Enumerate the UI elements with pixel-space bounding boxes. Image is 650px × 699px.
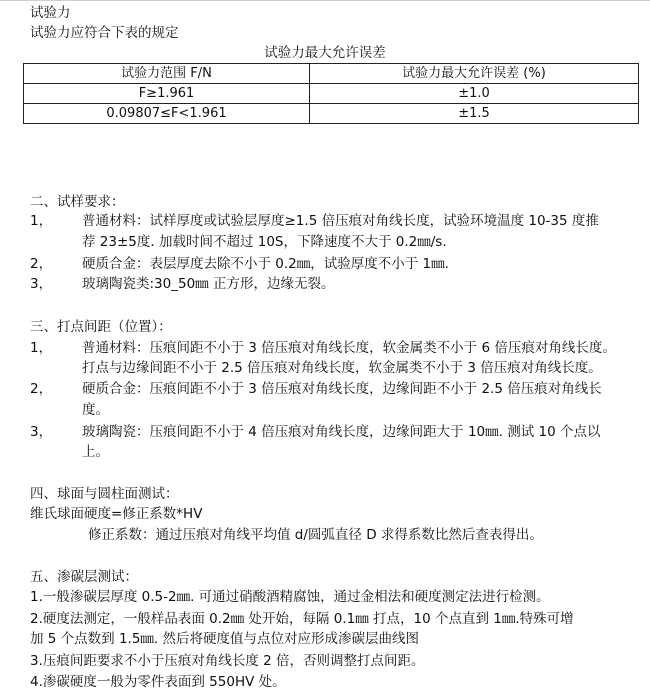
list-item-text: 度。 <box>82 402 109 418</box>
table-header-cell: 试验力最大允许误差 (%) <box>310 64 639 84</box>
table-row <box>24 84 639 104</box>
list-item-text: 加 5 个点数到 1.5㎜. 然后将硬度值与点位对应形成渗碳层曲线图 <box>30 631 420 647</box>
table-header-row <box>24 64 639 84</box>
list-item-text: 普通材料：压痕间距不小于 3 倍压痕对角线长度，软金属类不小于 6 倍压痕对角线长度。 <box>82 340 616 356</box>
list-number: 1， <box>30 213 53 229</box>
top-rule <box>0 0 650 1</box>
list-item-text: 硬质合金：压痕间距不小于 3 倍压痕对角线长度，边缘间距不小于 2.5 倍压痕对角线长 <box>82 381 602 397</box>
list-number: 1， <box>30 340 53 356</box>
list-item-text: 玻璃陶瓷：压痕间距不小于 4 倍压痕对角线长度，边缘间距大于 10㎜. 测试 10 个点以 <box>82 424 601 440</box>
correction-factor-line: 修正系数：通过压痕对角线平均值 d/圆弧直径 D 求得系数比然后查表得出。 <box>88 527 543 543</box>
list-number: 2， <box>30 256 53 272</box>
list-item-text: 打点与边缘间距不小于 2.5 倍压痕对角线长度，软金属类不小于 3 倍压痕对角线长度。 <box>82 360 602 376</box>
list-number: 3， <box>30 276 53 292</box>
table-cell: ±1.0 <box>310 84 639 104</box>
list-item-text: 2.硬度法测定，一般样品表面 0.2㎜ 处开始，每隔 0.1㎜ 打点，10 个点直到 1㎜.特殊可增 <box>30 611 574 627</box>
list-item-text: 玻璃陶瓷类:30_50㎜ 正方形，边缘无裂。 <box>82 276 335 292</box>
table-cell: 0.09807≤F<1.961 <box>24 104 310 124</box>
section-title-carburized: 五、渗碳层测试： <box>30 569 138 585</box>
list-item-text: 3.压痕间距要求不小于压痕对角线长度 2 倍，否则调整打点间距。 <box>30 653 425 669</box>
intro-text: 试验力应符合下表的规定 <box>30 25 179 41</box>
table-header-cell: 试验力范围 F/N <box>24 64 310 84</box>
list-item-text: 硬质合金：表层厚度去除不小于 0.2㎜，试验厚度不小于 1㎜. <box>82 256 449 272</box>
section-title-specimen: 二、试样要求： <box>30 194 125 210</box>
heading-test-force: 试验力 <box>30 5 71 21</box>
list-item-text: 普通材料：试样厚度或试验层厚度≥1.5 倍压痕对角线长度，试验环境温度 10-35 度推 <box>82 213 599 229</box>
section-title-sphere: 四、球面与圆柱面测试： <box>30 486 179 502</box>
list-number: 2， <box>30 381 53 397</box>
section-title-spacing: 三、打点间距（位置）： <box>30 319 172 335</box>
table-row <box>24 104 639 124</box>
table-cell: F≥1.961 <box>24 84 310 104</box>
list-item-text: 4.渗碳硬度一般为零件表面到 550HV 处。 <box>30 674 286 690</box>
tolerance-table <box>23 63 639 124</box>
list-number: 3， <box>30 424 53 440</box>
list-item-text: 上。 <box>82 444 109 460</box>
formula-line: 维氏球面硬度=修正系数*HV <box>30 506 203 522</box>
table-caption: 试验力最大允许误差 <box>264 45 386 61</box>
list-item-text: 荐 23±5度. 加载时间不超过 10S，下降速度不大于 0.2㎜/s. <box>82 234 447 250</box>
table-cell: ±1.5 <box>310 104 639 124</box>
list-item-text: 1.一般渗碳层厚度 0.5-2㎜. 可通过硝酸酒精腐蚀，通过金相法和硬度测定法进行检测。 <box>30 589 550 605</box>
